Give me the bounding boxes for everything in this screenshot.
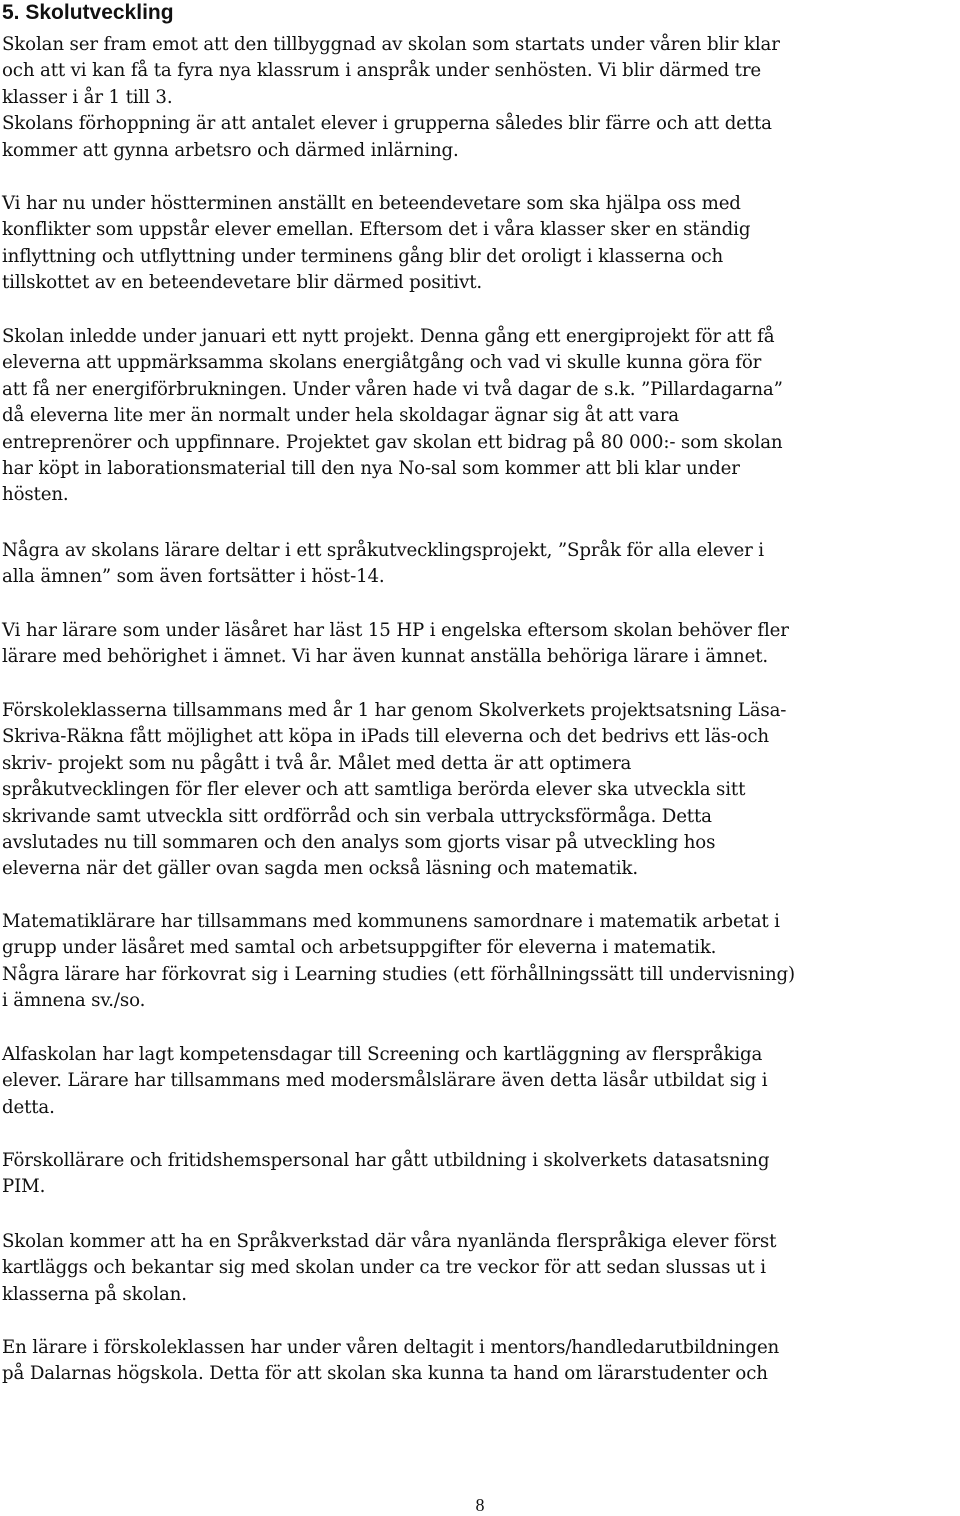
text-line: konflikter som uppstår elever emellan. Eftersom det i våra klasser sker en ständig — [2, 219, 751, 241]
text-line: alla ämnen” som även fortsätter i höst-14. — [2, 566, 385, 588]
text-line: Förskollärare och fritidshemspersonal har gått utbildning i skolverkets datasatsning — [2, 1150, 770, 1171]
text-line: klasser i år 1 till 3. — [2, 86, 173, 108]
text-line: avslutades nu till sommaren och den analys som gjorts visar på utveckling hos — [2, 832, 716, 854]
text-line: i ämnena sv./so. — [2, 990, 146, 1012]
text-line: och att vi kan få ta fyra nya klassrum i anspråk under senhösten. Vi blir därmed tre — [2, 60, 761, 82]
text-line: Några lärare har förkovrat sig i Learning studies (ett förhållningssätt till undervisning) — [2, 963, 795, 985]
text-line: Skolan ser fram emot att den tillbyggnad av skolan som startats under våren blir klar — [2, 34, 780, 55]
text-line: PIM. — [2, 1176, 46, 1198]
paragraph-8 — [2, 1042, 958, 1121]
text-line: lärare med behörighet i ämnet. Vi har även kunnat anställa behöriga lärare i ämnet. — [2, 646, 768, 668]
paragraph-1 — [2, 32, 958, 164]
text-line: att få ner energiförbrukningen. Under våren hade vi två dagar de s.k. ”Pillardagarna” — [2, 378, 783, 400]
text-line: hösten. — [2, 484, 69, 506]
text-line: eleverna när det gäller ovan sagda men också läsning och matematik. — [2, 858, 638, 880]
text-line: tillskottet av en beteendevetare blir därmed positivt. — [2, 272, 482, 294]
text-line: grupp under läsåret med samtal och arbetsuppgifter för eleverna i matematik. — [2, 937, 717, 959]
text-line: Matematiklärare har tillsammans med kommunens samordnare i matematik arbetat i — [2, 911, 780, 932]
text-line: elever. Lärare har tillsammans med modersmålslärare även detta läsår utbildat sig i — [2, 1070, 768, 1092]
text-line: Förskoleklasserna tillsammans med år 1 har genom Skolverkets projektsatsning Läsa- — [2, 700, 787, 721]
text-line: detta. — [2, 1096, 55, 1118]
text-line: Skolans förhoppning är att antalet elever i grupperna således blir färre och att detta — [2, 113, 772, 135]
text-line: språkutvecklingen för fler elever och att samtliga berörda elever ska utveckla sitt — [2, 779, 746, 801]
text-line: Alfaskolan har lagt kompetensdagar till Screening och kartläggning av flerspråkiga — [2, 1044, 763, 1065]
text-line: Vi har lärare som under läsåret har läst 15 HP i engelska eftersom skolan behöver fler — [2, 620, 789, 641]
text-line: skrivande samt utveckla sitt ordförråd och sin verbala uttrycksförmåga. Detta — [2, 805, 712, 827]
paragraph-6 — [2, 698, 958, 883]
text-line: Några av skolans lärare deltar i ett språkutvecklingsprojekt, ”Språk för alla elever i — [2, 540, 764, 561]
paragraph-3 — [2, 324, 958, 509]
text-line: på Dalarnas högskola. Detta för att skolan ska kunna ta hand om lärarstudenter och — [2, 1363, 768, 1385]
text-line: eleverna att uppmärksamma skolans energiåtgång och vad vi skulle kunna göra för — [2, 352, 762, 374]
text-line: då eleverna lite mer än normalt under hela skoldagar ägnar sig åt att vara — [2, 405, 679, 427]
paragraph-11 — [2, 1335, 958, 1388]
text-line: kommer att gynna arbetsro och därmed inlärning. — [2, 139, 459, 161]
text-line: Vi har nu under höstterminen anställt en beteendevetare som ska hjälpa oss med — [2, 193, 741, 214]
text-line: har köpt in laborationsmaterial till den nya No-sal som kommer att bli klar under — [2, 458, 740, 480]
text-line: Skolan inledde under januari ett nytt projekt. Denna gång ett energiprojekt för att få — [2, 326, 775, 347]
paragraph-4 — [2, 538, 958, 591]
paragraph-7 — [2, 909, 958, 1015]
paragraph-2 — [2, 191, 958, 297]
paragraph-10 — [2, 1229, 958, 1308]
text-line: Skolan kommer att ha en Språkverkstad där våra nyanlända flerspråkiga elever först — [2, 1231, 777, 1252]
paragraph-5 — [2, 618, 958, 671]
text-line: skriv- projekt som nu pågått i två år. Målet med detta är att optimera — [2, 752, 632, 774]
text-line: kartläggs och bekantar sig med skolan under ca tre veckor för att sedan slussas ut i — [2, 1257, 766, 1279]
text-line: entreprenörer och uppfinnare. Projektet gav skolan ett bidrag på 80 000:- som skolan — [2, 431, 783, 453]
paragraph-9 — [2, 1148, 958, 1201]
text-line: En lärare i förskoleklassen har under våren deltagit i mentors/handledarutbildningen — [2, 1337, 780, 1358]
section-heading: 5. Skolutveckling — [2, 1, 174, 24]
text-line: klasserna på skolan. — [2, 1283, 187, 1305]
text-line: inflyttning och utflyttning under terminens gång blir det oroligt i klasserna och — [2, 245, 724, 267]
page-number: 8 — [475, 1495, 485, 1515]
text-line: Skriva-Räkna fått möjlighet att köpa in iPads till eleverna och det bedrivs ett läs-och — [2, 726, 769, 748]
